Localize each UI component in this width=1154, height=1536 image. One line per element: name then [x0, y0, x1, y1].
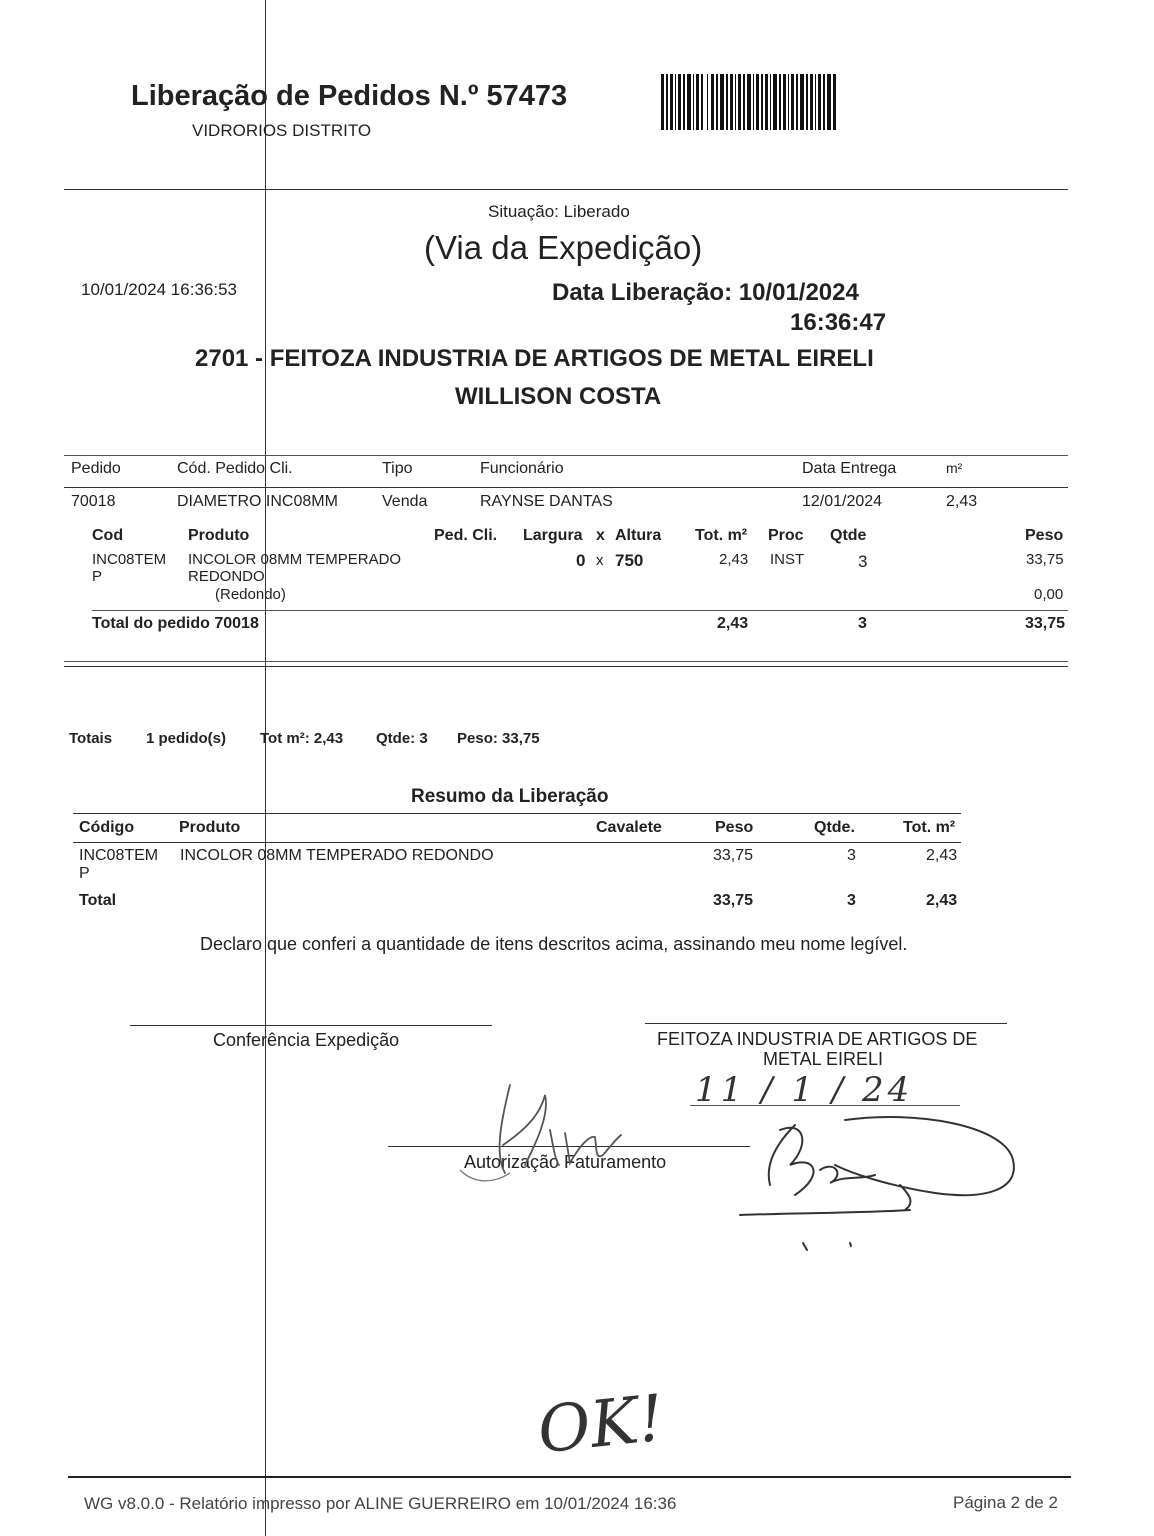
totals-label: Totais: [69, 730, 113, 747]
item-header-proc: Proc: [768, 527, 804, 544]
order-cod-pedido: DIAMETRO INC08MM: [177, 493, 338, 510]
item-tot-m2: 2,43: [719, 551, 749, 568]
items-bottom-line-2: [64, 666, 1068, 667]
client-signature-line: [645, 1023, 1007, 1024]
item-cod-line1: INC08TEM: [92, 551, 167, 568]
summary-title: Resumo da Liberação: [411, 786, 609, 807]
item-header-cod: Cod: [92, 527, 124, 544]
handwritten-date: 11 / 1 / 24: [695, 1070, 914, 1110]
item-header-qtde: Qtde: [830, 527, 867, 544]
item-header-tot-m2: Tot. m²: [695, 527, 748, 544]
item-header-x: x: [596, 527, 605, 544]
client-contact: WILLISON COSTA: [455, 383, 662, 410]
totals-qtde: Qtde: 3: [376, 730, 428, 747]
order-header-m2: m²: [946, 460, 963, 476]
summary-top-line: [73, 813, 961, 814]
totals-peso: Peso: 33,75: [457, 730, 540, 747]
summary-total-qtde: 3: [847, 892, 856, 909]
item-produto-line3: (Redondo): [215, 586, 286, 603]
item-header-produto: Produto: [188, 527, 250, 544]
order-header-data-entrega: Data Entrega: [802, 460, 897, 477]
item-qtde: 3: [858, 552, 868, 571]
via-title: (Via da Expedição): [424, 229, 703, 266]
summary-produto: INCOLOR 08MM TEMPERADO REDONDO: [180, 847, 494, 864]
summary-total-m2: 2,43: [926, 892, 958, 909]
footer-page-number: Página 2 de 2: [953, 1493, 1058, 1512]
order-header-pedido: Pedido: [71, 460, 121, 477]
item-produto-line1: INCOLOR 08MM TEMPERADO: [188, 551, 402, 568]
handwritten-ok: OK!: [534, 1381, 668, 1469]
summary-header-codigo: Código: [79, 819, 135, 836]
barcode-image: [661, 74, 837, 130]
order-header-cod-pedido: Cód. Pedido Cli.: [177, 460, 293, 477]
summary-header-produto: Produto: [179, 819, 241, 836]
order-header-line: [64, 487, 1068, 488]
client-name: 2701 - FEITOZA INDUSTRIA DE ARTIGOS DE METAL EIRELI: [195, 345, 874, 372]
summary-header-line: [73, 842, 961, 843]
summary-peso: 33,75: [713, 847, 754, 864]
release-date: Data Liberação: 10/01/2024: [552, 279, 859, 306]
order-total-label: Total do pedido 70018: [92, 615, 259, 632]
client-signature-name-line2: METAL EIRELI: [763, 1049, 884, 1069]
totals-pedidos: 1 pedido(s): [146, 730, 227, 747]
order-data-entrega: 12/01/2024: [802, 493, 883, 510]
item-proc: INST: [770, 551, 805, 568]
conferencia-signature-line: [130, 1025, 492, 1026]
order-funcionario: RAYNSE DANTAS: [480, 493, 613, 510]
order-m2: 2,43: [946, 493, 978, 510]
order-pedido: 70018: [71, 493, 116, 510]
order-total-qtde: 3: [858, 615, 867, 632]
order-header-funcionario: Funcionário: [480, 460, 564, 477]
item-largura: 0: [576, 551, 586, 570]
item-x: x: [596, 552, 604, 569]
summary-total-label: Total: [79, 892, 117, 909]
company-name: VIDRORIOS DISTRITO: [192, 121, 372, 140]
summary-codigo-line2: P: [79, 865, 90, 882]
order-tipo: Venda: [382, 493, 428, 510]
signature-client-image: [735, 1105, 1025, 1255]
signature-aline-image: [455, 1075, 635, 1190]
item-produto-line2: REDONDO: [188, 568, 265, 585]
header-divider: [64, 189, 1068, 190]
page-title: Liberação de Pedidos N.º 57473: [131, 80, 568, 112]
item-altura: 750: [615, 551, 644, 570]
release-time: 16:36:47: [790, 309, 887, 336]
item-header-peso: Peso: [1025, 527, 1064, 544]
summary-codigo-line1: INC08TEM: [79, 847, 159, 864]
item-total-line: [92, 610, 1068, 611]
summary-header-tot-m2: Tot. m²: [903, 819, 956, 836]
summary-total-peso: 33,75: [713, 892, 754, 909]
item-header-ped-cli: Ped. Cli.: [434, 527, 498, 544]
status-text: Situação: Liberado: [488, 202, 630, 221]
summary-header-cavalete: Cavalete: [596, 819, 662, 836]
summary-header-qtde: Qtde.: [814, 819, 855, 836]
conferencia-label: Conferência Expedição: [213, 1030, 400, 1050]
summary-header-peso: Peso: [715, 819, 754, 836]
footer-report-info: WG v8.0.0 - Relatório impresso por ALINE GUERREIRO em 10/01/2024 16:36: [84, 1494, 677, 1513]
item-peso: 33,75: [1026, 551, 1064, 568]
order-total-peso: 33,75: [1025, 615, 1066, 632]
order-total-m2: 2,43: [717, 615, 749, 632]
item-header-largura: Largura: [523, 527, 583, 544]
summary-qtde: 3: [847, 847, 856, 864]
footer-divider: [68, 1476, 1071, 1478]
item-cod-line2: P: [92, 568, 103, 585]
order-header-tipo: Tipo: [382, 460, 413, 477]
printed-timestamp: 10/01/2024 16:36:53: [81, 280, 237, 299]
item-header-altura: Altura: [615, 527, 662, 544]
declaration-text: Declaro que conferi a quantidade de itens descritos acima, assinando meu nome legível.: [200, 934, 908, 954]
scan-artifact-line: [265, 0, 266, 1536]
order-table-top-line: [64, 455, 1068, 456]
autorizacao-label: Autorização Faturamento: [464, 1152, 667, 1172]
item-peso-extra: 0,00: [1034, 586, 1064, 603]
client-signature-name-line1: FEITOZA INDUSTRIA DE ARTIGOS DE: [657, 1029, 978, 1049]
totals-m2: Tot m²: 2,43: [260, 730, 344, 747]
items-bottom-line-1: [64, 661, 1068, 662]
summary-tot-m2: 2,43: [926, 847, 958, 864]
